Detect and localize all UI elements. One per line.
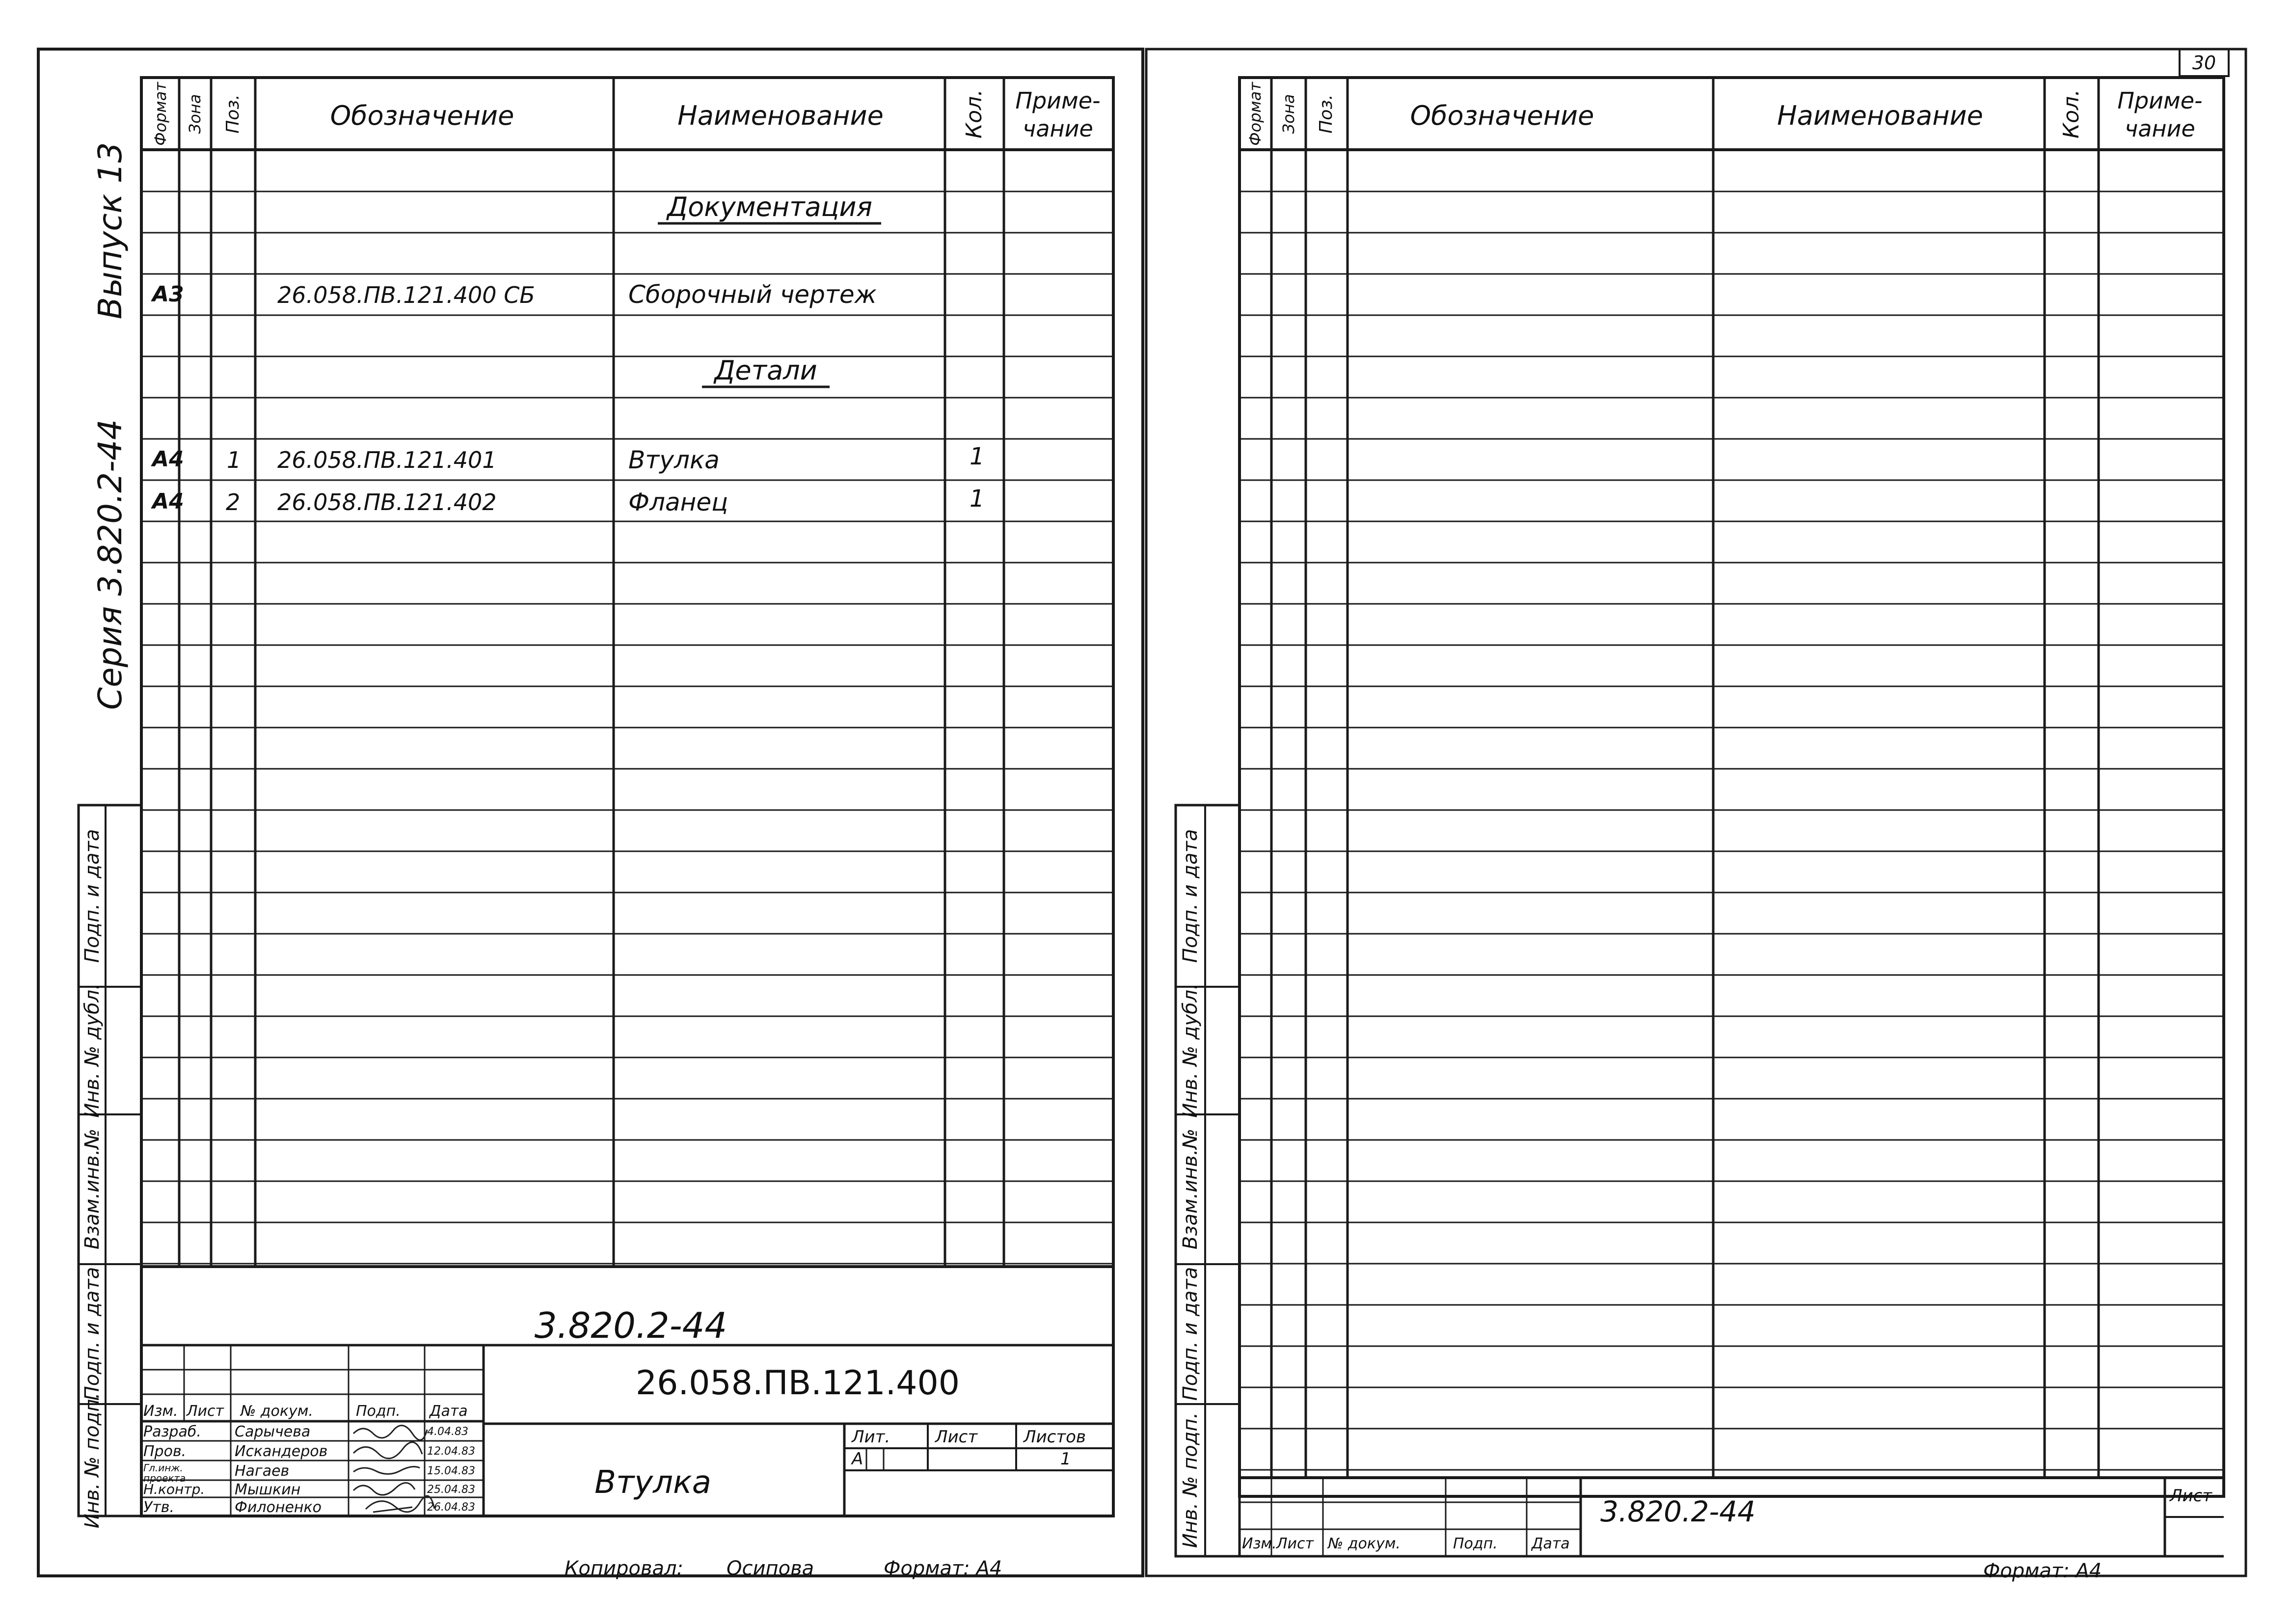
right-col-dokum: № докум. [1328,1535,1401,1552]
listov-value: 1 [1060,1449,1071,1469]
row-naimenovanie: Фланец [628,488,728,516]
listov-label: Листов [1024,1427,1086,1447]
right-series-code: 3.820.2-44 [1600,1495,1756,1528]
header-naimenovanie: Наименование [677,100,884,131]
right-header-naimenovanie: Наименование [1777,100,1983,131]
row-poz: 2 [226,489,241,515]
staff-role: Пров. [143,1443,187,1460]
strip-inv-dubl: Инв. № дубл. [81,983,104,1118]
right-header-oboznachenie: Обозначение [1410,100,1594,131]
row-oboznachenie: 26.058.ПВ.121.402 [277,489,497,515]
row-kol: 1 [970,443,985,470]
right-strip-inv-podp: Инв. № подп. [1179,1412,1202,1548]
row-oboznachenie: 26.058.ПВ.121.401 [277,447,497,473]
right-strip-podp-data-2: Подп. и дата [1179,1267,1202,1401]
strip-podp-data-2: Подп. и дата [81,1267,104,1401]
right-header-zona: Зона [1279,94,1298,134]
row-naimenovanie: Сборочный чертеж [628,280,877,309]
row-naimenovanie: Втулка [628,446,720,474]
row-format: А3 [152,282,184,307]
right-strip-inv-dubl: Инв. № дубл. [1179,983,1202,1118]
right-strip-vzam-inv: Взам.инв.№ [1179,1128,1202,1250]
staff-name: Сарычева [235,1423,311,1440]
staff-role: Утв. [143,1499,174,1516]
col-list: Лист [187,1403,224,1420]
header-primechanie-2: чание [1023,115,1093,142]
lit-label: Лит. [852,1427,890,1447]
list-label: Лист [935,1427,978,1447]
col-podp: Подп. [356,1403,401,1420]
title-series-code: 3.820.2-44 [534,1305,728,1346]
right-header-primechanie-2: чание [2125,115,2195,142]
staff-name: Нагаев [235,1462,290,1480]
staff-date: 25.04.83 [427,1484,475,1496]
lit-value: А [852,1449,863,1469]
right-header-format: Формат [1246,82,1265,146]
section-details: Детали [714,355,817,386]
staff-name: Филоненко [235,1499,322,1516]
col-data: Дата [430,1403,468,1420]
title-name: Втулка [594,1464,711,1501]
right-list-label: Лист [2170,1486,2212,1506]
staff-name: Мышкин [235,1481,301,1498]
right-col-list: Лист [1276,1535,1314,1552]
header-poz: Поз. [223,94,243,134]
col-dokum: № докум. [241,1403,313,1420]
format-right: Формат: А4 [1983,1560,2102,1582]
row-poz: 1 [227,447,242,473]
right-header-kol: Кол. [2059,89,2084,139]
strip-inv-podp: Инв. № подп. [81,1392,104,1529]
kopiroval-name: Осипова [727,1557,814,1580]
staff-date: 26.04.83 [427,1501,475,1514]
staff-role: Н.контр. [143,1481,205,1497]
staff-date: 4.04.83 [427,1426,468,1438]
row-oboznachenie: 26.058.ПВ.121.400 СБ [277,282,535,308]
staff-name: Искандеров [235,1443,328,1460]
staff-role: Гл.инж. проекта [143,1462,186,1484]
strip-podp-data-1: Подп. и дата [81,829,104,963]
staff-date: 12.04.83 [427,1445,475,1458]
right-header-primechanie-1: Приме- [2117,87,2203,114]
vypusk-label: Выпуск 13 [91,142,129,320]
right-col-podp: Подп. [1453,1535,1498,1552]
header-primechanie-1: Приме- [1015,87,1101,114]
section-documentation: Документация [667,191,872,222]
right-strip-podp-data-1: Подп. и дата [1179,829,1202,963]
right-col-izm: Изм. [1242,1535,1277,1552]
row-kol: 1 [970,485,985,513]
staff-date: 15.04.83 [427,1465,475,1477]
title-doc-code: 26.058.ПВ.121.400 [635,1364,960,1403]
header-format: Формат [151,82,170,146]
staff-role: Разраб. [143,1423,201,1440]
sheet-number: 30 [2192,52,2216,74]
format-left: Формат: А4 [884,1557,1002,1580]
header-oboznachenie: Обозначение [330,100,514,131]
header-zona: Зона [186,94,204,134]
col-izm: Изм. [143,1403,178,1420]
strip-vzam-inv: Взам.инв.№ [81,1128,104,1250]
right-header-poz: Поз. [1316,94,1336,134]
seriya-label: Серия 3.820.2-44 [91,419,129,710]
kopiroval-label: Копировал: [565,1557,684,1580]
row-format: А4 [152,489,184,514]
right-col-data: Дата [1532,1535,1570,1552]
header-kol: Кол. [962,89,987,139]
row-format: А4 [152,447,184,472]
